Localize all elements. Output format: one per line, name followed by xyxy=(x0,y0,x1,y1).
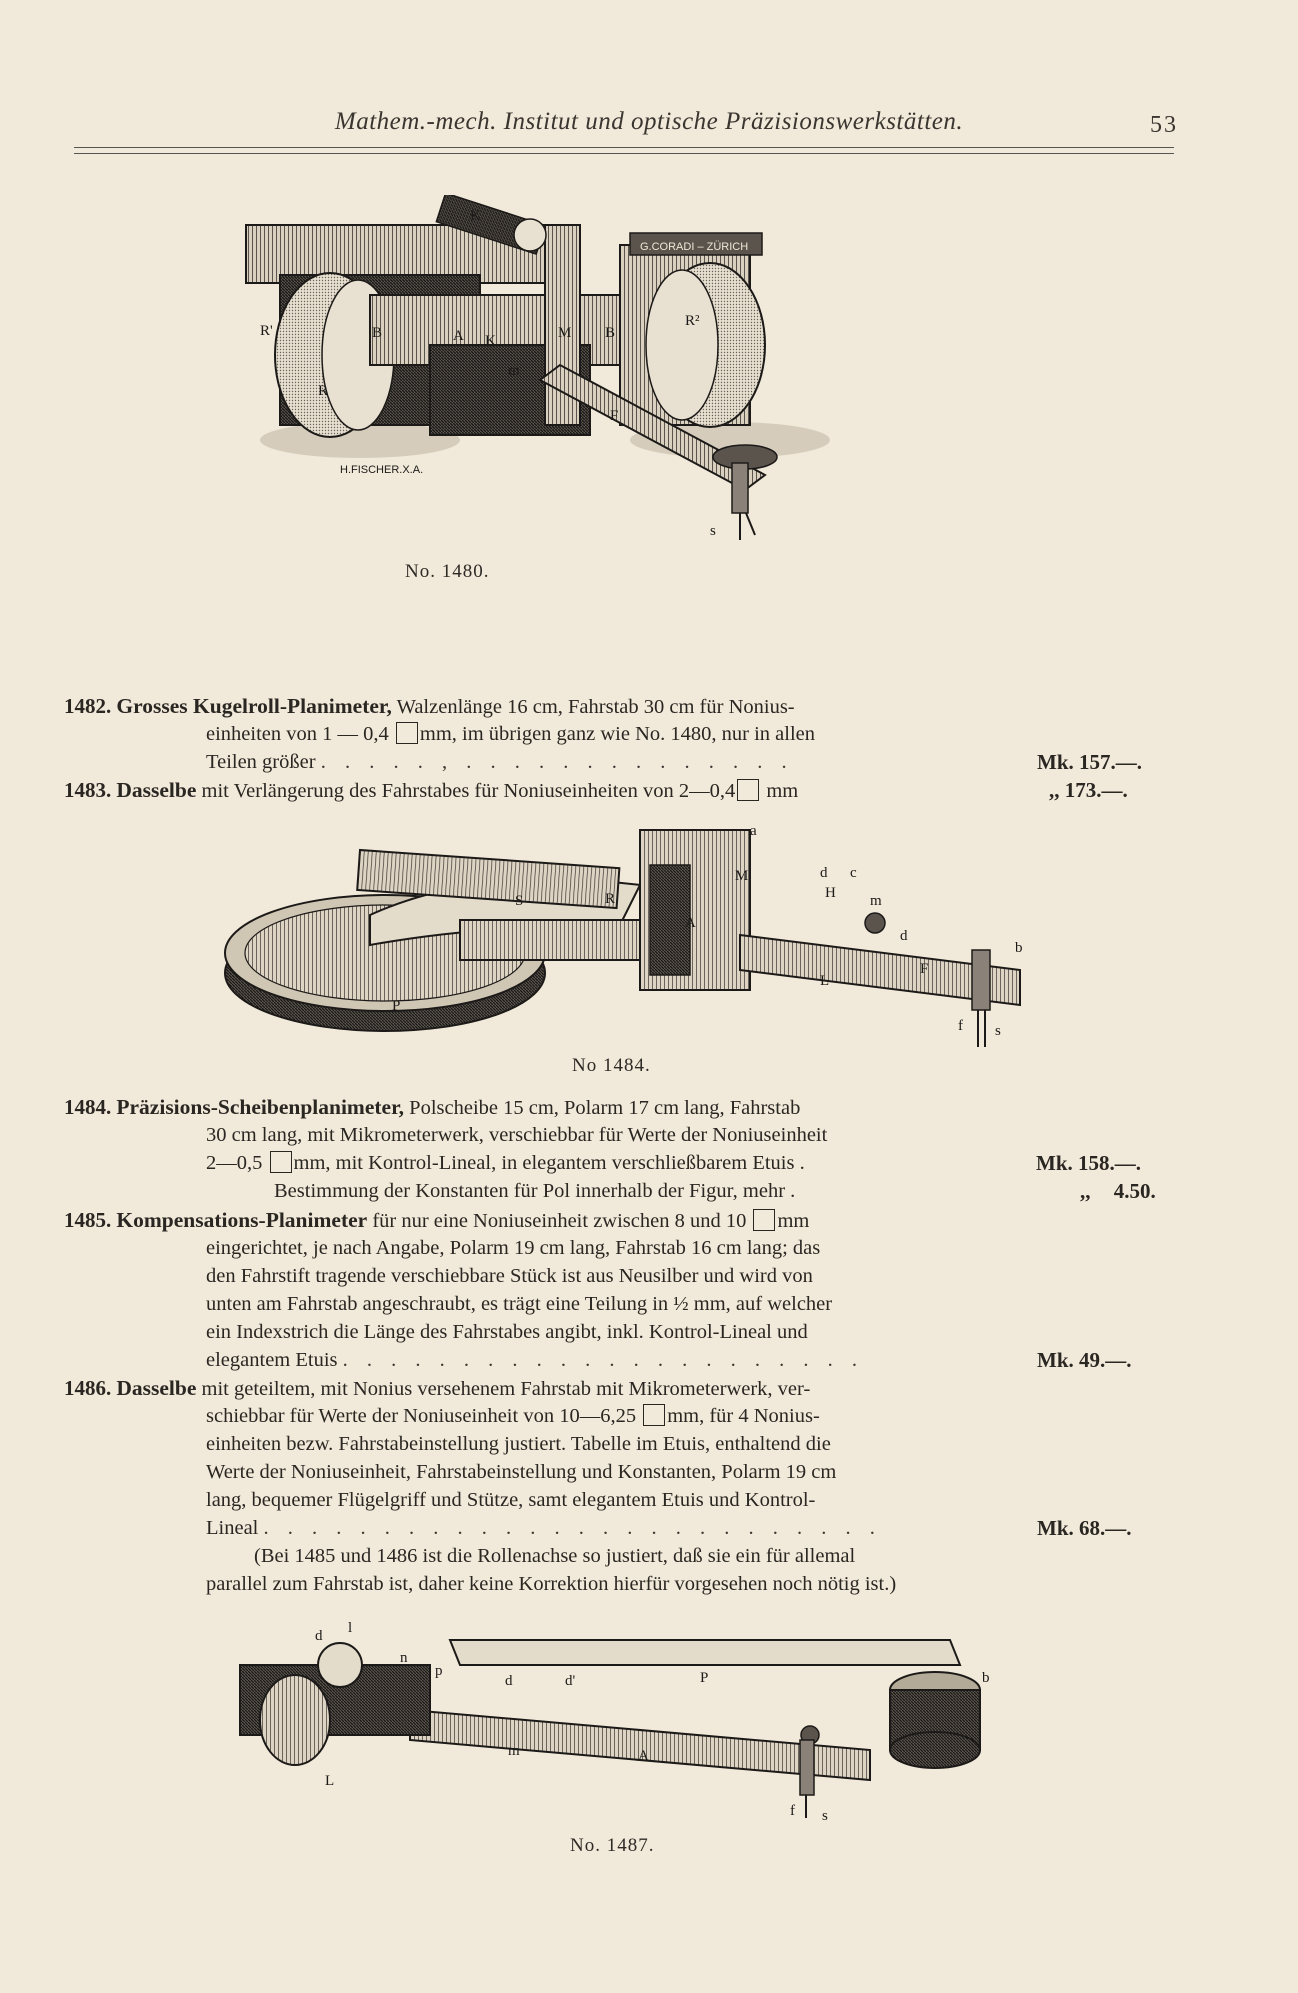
fig1484-letter-p: P xyxy=(392,998,401,1014)
entry-text-line: mit geteiltem, mit Nonius versehenem Fahrstab mit Mikrometerwerk, ver- xyxy=(196,1378,811,1400)
price-prefix: Mk. xyxy=(1037,1516,1074,1540)
figure-1484 xyxy=(220,825,1040,1090)
fig1480-letter-m: M xyxy=(558,325,572,341)
entry-text-line: einheiten bezw. Fahrstabeinstellung justiert. Tabelle im Etuis, enthaltend die xyxy=(206,1433,831,1455)
running-header: Mathem.-mech. Institut und optische Präzisionswerkstätten. xyxy=(334,108,964,135)
figure-1480 xyxy=(240,195,1000,695)
entry-text-line: Werte der Noniuseinheit, Fahrstabeinstellung und Konstanten, Polarm 19 cm xyxy=(206,1461,837,1483)
figure-caption-1480: No. 1480. xyxy=(405,561,490,582)
entry-title: Grosses Kugelroll-Planimeter, xyxy=(116,694,392,718)
price-prefix: ,, xyxy=(1080,1179,1091,1203)
note-line: parallel zum Fahrstab ist, daher keine Korrektion hierfür vorgesehen noch nötig ist.) xyxy=(206,1573,897,1595)
fig1484-letter-d1: d xyxy=(820,865,828,881)
maker-plate-text: G.CORADI – ZÜRICH xyxy=(640,241,749,253)
fig1484-letter-s-cap: S xyxy=(515,893,524,909)
entry-1482 xyxy=(64,692,1174,782)
fig1480-letter-b2: B xyxy=(605,325,616,341)
entry-text-line: mm xyxy=(777,1210,810,1232)
price: 68.—. xyxy=(1079,1516,1132,1540)
entry-text-line: mit Verlängerung des Fahrstabes für Noniuseinheiten von 2—0,4 xyxy=(196,780,736,802)
engraver-signature: H.FISCHER.X.A. xyxy=(340,464,424,476)
fig1487-letter-m: m xyxy=(508,1743,520,1759)
price: 4.50. xyxy=(1113,1179,1156,1203)
fig1484-letter-m-cap: M xyxy=(735,868,749,884)
fig1484-letter-h: H xyxy=(825,885,836,901)
fig1484-letter-m: m xyxy=(870,893,882,909)
entry-text-line: Lineal xyxy=(206,1517,259,1539)
fig1484-letter-r: R xyxy=(605,891,616,907)
entry-title: Präzisions-Scheibenplanimeter, xyxy=(116,1095,405,1119)
fig1484-letter-c: c xyxy=(850,865,857,881)
fig1480-letter-m-small: m xyxy=(508,363,520,379)
entry-1484 xyxy=(64,1093,1174,1213)
entry-text-line: einheiten von 1 — 0,4 xyxy=(206,723,389,745)
fig1484-letter-d2: d xyxy=(900,928,908,944)
fig1487-letter-d-prime: d' xyxy=(565,1673,576,1689)
price: 158.—. xyxy=(1078,1151,1141,1175)
price: 157.—. xyxy=(1079,750,1142,774)
header-rule xyxy=(74,147,1174,154)
entry-text-line: Polscheibe 15 cm, Polarm 17 cm lang, Fahrstab xyxy=(404,1097,801,1119)
entry-text-line: Walzenlänge 16 cm, Fahrstab 30 cm für Nonius- xyxy=(391,696,795,718)
price-prefix: Mk. xyxy=(1036,1151,1073,1175)
dot-leader: . . . . . . . . . . . . . . . . . . . . . . . . . . xyxy=(263,1517,882,1539)
price-prefix: Mk. xyxy=(1037,1348,1074,1372)
fig1484-letter-l: L xyxy=(820,973,830,989)
fig1487-letter-l-cap: L xyxy=(325,1773,335,1789)
entry-text-line: lang, bequemer Flügelgriff und Stütze, samt elegantem Etuis und Kontrol- xyxy=(206,1489,816,1511)
entry-text-line: mm, für 4 Nonius- xyxy=(667,1405,820,1427)
entry-number: 1486. xyxy=(64,1376,112,1400)
fig1487-letter-d2: d xyxy=(505,1673,513,1689)
square-symbol xyxy=(643,1404,665,1426)
page-number: 53 xyxy=(1150,112,1178,138)
fig1487-letter-l: l xyxy=(348,1620,353,1636)
entry-title: Kompensations-Planimeter xyxy=(116,1208,368,1232)
entry-1483 xyxy=(64,776,1174,806)
entry-number: 1482. xyxy=(64,694,112,718)
planimeter-1480-illustration xyxy=(240,195,1000,695)
fig1480-letter-r1: R' xyxy=(260,323,273,339)
price: 49.—. xyxy=(1079,1348,1132,1372)
fig1480-letter-f: F xyxy=(610,408,619,424)
fig1480-letter-s: s xyxy=(710,523,716,539)
fig1484-letter-a: a xyxy=(750,825,757,839)
entry-text-line: den Fahrstift tragende verschiebbare Stück ist aus Neusilber und wird von xyxy=(206,1265,813,1287)
price-prefix: ,, xyxy=(1049,778,1060,802)
square-symbol xyxy=(270,1151,292,1173)
fig1480-letter-k1: K xyxy=(470,208,481,224)
fig1484-letter-b: b xyxy=(1015,940,1023,956)
note-line: (Bei 1485 und 1486 ist die Rollenachse so justiert, daß sie ein für allemal xyxy=(254,1545,856,1567)
fig1480-letter-a: A xyxy=(453,328,464,344)
entry-title: Dasselbe xyxy=(116,1376,197,1400)
price: 173.—. xyxy=(1064,778,1128,802)
fig1484-letter-a-cap: A xyxy=(685,915,696,931)
fig1480-letter-b1: B xyxy=(372,325,383,341)
fig1487-letter-a: A xyxy=(638,1748,649,1764)
fig1480-letter-r2: R² xyxy=(685,313,700,329)
entry-text-line: mm, mit Kontrol-Lineal, in elegantem verschließbarem Etuis . xyxy=(293,1152,805,1174)
square-symbol xyxy=(396,722,418,744)
fig1487-letter-f: f xyxy=(790,1803,795,1819)
entry-text-line: 30 cm lang, mit Mikrometerwerk, verschiebbar für Werte der Noniuseinheit xyxy=(206,1124,828,1146)
entry-text-line: elegantem Etuis xyxy=(206,1349,338,1371)
figure-caption-1484: No 1484. xyxy=(572,1055,651,1076)
entry-number: 1483. xyxy=(64,778,112,802)
fig1487-letter-d1: d xyxy=(315,1628,323,1644)
figure-caption-1487: No. 1487. xyxy=(570,1835,655,1856)
note-1485-1486 xyxy=(64,1542,1174,1602)
entry-number: 1485. xyxy=(64,1208,112,1232)
fig1484-letter-f: F xyxy=(920,961,929,977)
entry-text-line: unten am Fahrstab angeschraubt, es trägt eine Teilung in ½ mm, auf welcher xyxy=(206,1293,833,1315)
fig1487-letter-s: s xyxy=(822,1808,828,1820)
dot-leader: . . . . . . . . . . . . . . . . . . . . . . xyxy=(342,1349,864,1371)
fig1480-letter-r: R xyxy=(318,383,329,399)
entry-title: Dasselbe xyxy=(116,778,197,802)
entry-text-line: ein Indexstrich die Länge des Fahrstabes angibt, inkl. Kontrol-Lineal und xyxy=(206,1321,808,1343)
entry-text-line: für nur eine Noniuseinheit zwischen 8 und 10 xyxy=(367,1210,747,1232)
fig1487-letter-p-cap: P xyxy=(700,1670,709,1686)
entry-text-line: mm xyxy=(761,780,799,802)
planimeter-1484-illustration xyxy=(220,825,1040,1065)
fig1484-letter-f-small: f xyxy=(958,1018,963,1034)
fig1487-letter-p: p xyxy=(435,1663,443,1679)
planimeter-1487-illustration xyxy=(230,1620,1030,1820)
entry-text-line: eingerichtet, je nach Angabe, Polarm 19 cm lang, Fahrstab 16 cm lang; das xyxy=(206,1237,821,1259)
fig1487-letter-n: n xyxy=(400,1650,408,1666)
price-prefix: Mk. xyxy=(1037,750,1074,774)
entry-number: 1484. xyxy=(64,1095,112,1119)
entry-text-line: schiebbar für Werte der Noniuseinheit von 10—6,25 xyxy=(206,1405,637,1427)
entry-text-line: mm, im übrigen ganz wie No. 1480, nur in allen xyxy=(419,723,816,745)
square-symbol xyxy=(753,1209,775,1231)
entry-text-line: 2—0,5 xyxy=(206,1152,263,1174)
entry-text-line: Teilen größer xyxy=(206,751,316,773)
figure-1487 xyxy=(230,1620,1030,1860)
dot-leader: . . . . . , . . . . . . . . . . . . . . xyxy=(320,751,794,773)
entry-text-line: Bestimmung der Konstanten für Pol innerhalb der Figur, mehr . xyxy=(274,1180,796,1202)
fig1480-letter-k2: K xyxy=(485,333,496,349)
fig1487-letter-b: b xyxy=(982,1670,990,1686)
square-symbol xyxy=(737,779,759,801)
fig1484-letter-s: s xyxy=(995,1023,1001,1039)
